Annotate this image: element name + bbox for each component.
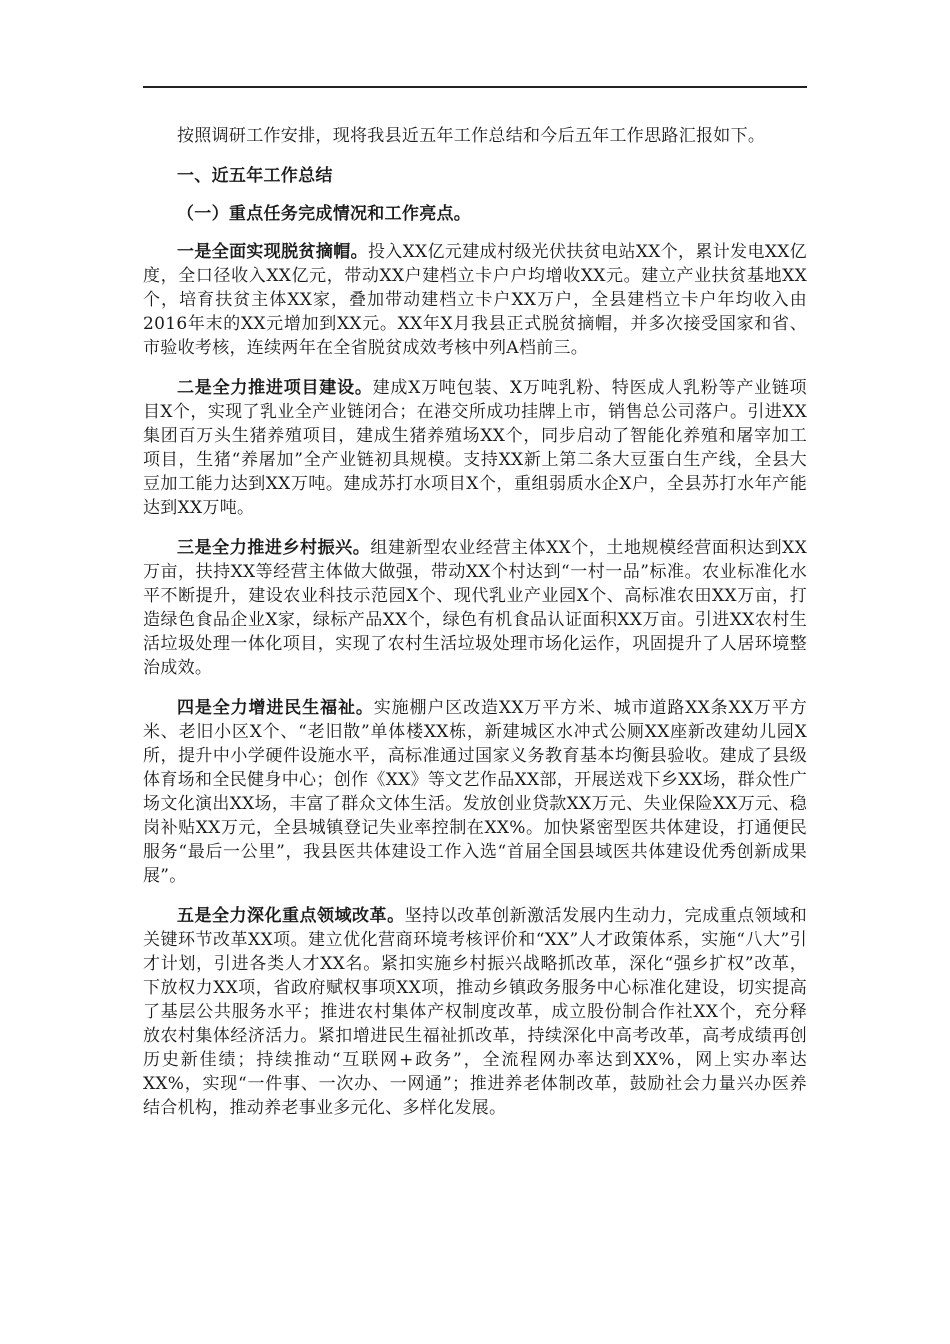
- paragraph-text: 投入XX亿元建成村级光伏扶贫电站XX个，累计发电XX亿度，全口径收入XX亿元，带动XX户建档立卡户户均增收XX元。建立产业扶贫基地XX个，培育扶贫主体XX家，叠加带动建档立卡户XX万户，全县建档立卡户年均收入由2016年末的XX元增加到XX元。XX年X月我县正式脱贫摘帽，并多次接受国家和省、市验收考核，连续两年在全省脱贫成效考核中列A档前三。: [143, 242, 807, 358]
- paragraph-text: 实施棚户区改造XX万平方米、城市道路XX条XX万平方米、老旧小区X个、“老旧散”单体楼XX栋，新建城区水冲式公厕XX座新改建幼儿园X所，提升中小学硬件设施水平，高标准通过国家义务教育基本均衡县验收。建成了县级体育场和全民健身中心；创作《XX》等文艺作品XX部，开展送戏下乡XX场，群众性广场文化演出XX场，丰富了群众文体生活。发放创业贷款XX万元、失业保险XX万元、稳岗补贴XX万元，全县城镇登记失业率控制在XX%。加快紧密型医共体建设，打通便民服务“最后一公里”，我县医共体建设工作入选“首届全国县域医共体建设优秀创新成果展”。: [143, 698, 807, 886]
- paragraph-livelihood: [143, 696, 807, 888]
- paragraph-lead: 三是全力推进乡村振兴。: [177, 538, 371, 558]
- paragraph-lead: 四是全力增进民生福祉。: [177, 698, 374, 718]
- subsection-heading: （一）重点任务完成情况和工作亮点。: [177, 204, 472, 224]
- paragraph-reform: [143, 904, 807, 1120]
- paragraph-text: 坚持以改革创新激活发展内生动力，完成重点领域和关键环节改革XX项。建立优化营商环境考核评价和“XX”人才政策体系，实施“八大”引才计划，引进各类人才XX名。紧扣实施乡村振兴战略抓改革，深化“强乡扩权”改革，下放权力XX项，省政府赋权事项XX项，推动乡镇政务服务中心标准化建设，切实提高了基层公共服务水平；推进农村集体产权制度改革，成立股份制合作社XX个，充分释放农村集体经济活力。紧扣增进民生福祉抓改革，持续深化中高考改革，高考成绩再创历史新佳绩；持续推动“互联网+政务”，全流程网办率达到XX%，网上实办率达XX%，实现“一件事、一次办、一网通”；推进养老体制改革，鼓励社会力量兴办医养结合机构，推动养老事业多元化、多样化发展。: [143, 906, 807, 1118]
- header-divider: [143, 86, 807, 88]
- intro-paragraph: 按照调研工作安排，现将我县近五年工作总结和今后五年工作思路汇报如下。: [177, 126, 766, 146]
- paragraph-poverty-alleviation: [143, 240, 807, 360]
- paragraph-lead: 五是全力深化重点领域改革。: [177, 906, 405, 926]
- paragraph-rural-revitalization: [143, 536, 807, 680]
- paragraph-lead: 一是全面实现脱贫摘帽。: [177, 242, 368, 262]
- document-body: [143, 124, 807, 1120]
- paragraph-project-construction: [143, 376, 807, 520]
- paragraph-text: 建成X万吨包装、X万吨乳粉、特医成人乳粉等产业链项目X个，实现了乳业全产业链闭合；在港交所成功挂牌上市，销售总公司落户。引进XX集团百万头生猪养殖项目，建成生猪养殖场XX个，同步启动了智能化养殖和屠宰加工项目，生猪“养屠加”全产业链初具规模。支持XX新上第二条大豆蛋白生产线，全县大豆加工能力达到XX万吨。建成苏打水项目X个，重组弱质水企X户，全县苏打水年产能达到XX万吨。: [143, 378, 807, 518]
- paragraph-text: 组建新型农业经营主体XX个，土地规模经营面积达到XX万亩，扶持XX等经营主体做大做强，带动XX个村达到“一村一品”标准。农业标准化水平不断提升，建设农业科技示范园X个、现代乳业产业园X个、高标准农田XX万亩，打造绿色食品企业X家，绿标产品XX个，绿色有机食品认证面积XX万亩。引进XX农村生活垃圾处理一体化项目，实现了农村生活垃圾处理市场化运作，巩固提升了人居环境整治成效。: [143, 538, 807, 678]
- paragraph-lead: 二是全力推进项目建设。: [177, 378, 373, 398]
- section-heading: 一、近五年工作总结: [177, 166, 333, 186]
